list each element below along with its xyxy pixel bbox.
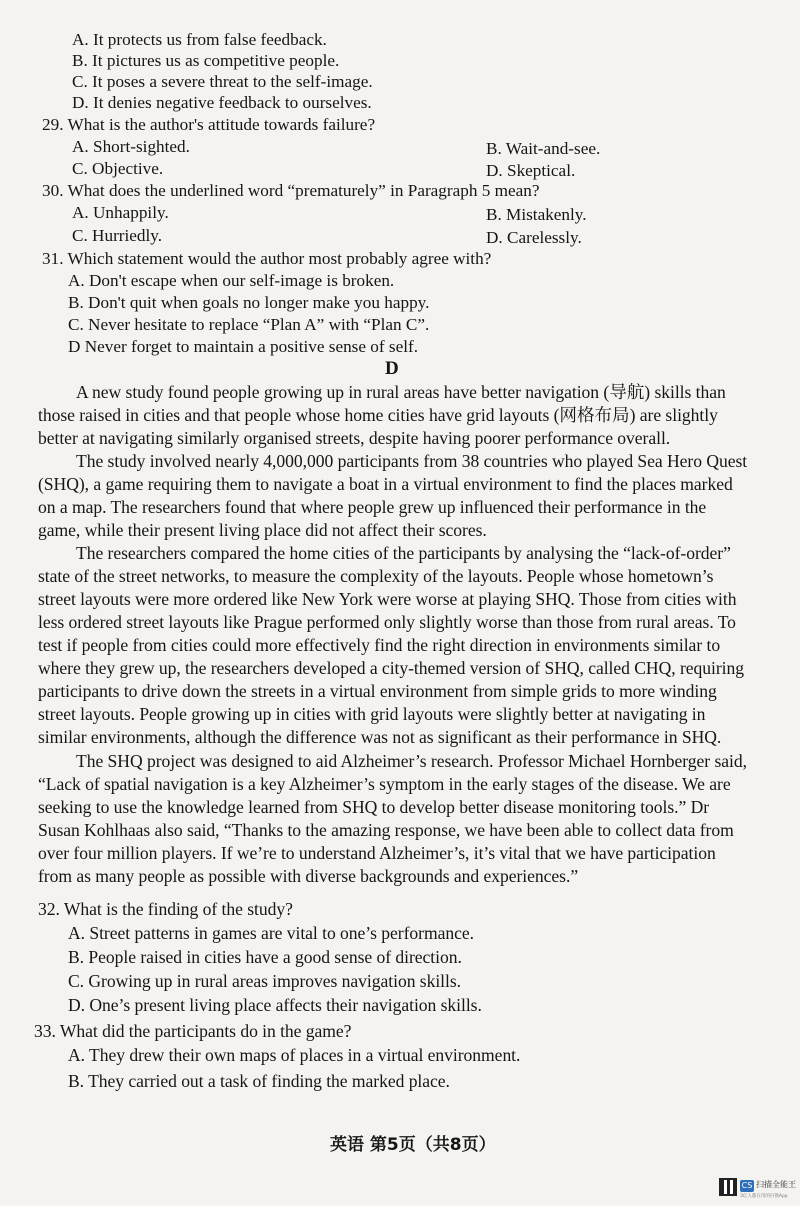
q29-stem: 29. What is the author's attitude towards failure? bbox=[42, 115, 376, 134]
q28-option-c: C. It poses a severe threat to the self-image. bbox=[72, 72, 373, 91]
q29-option-b: B. Wait-and-see. bbox=[486, 139, 601, 158]
scanner-app-name: 扫描全能王 bbox=[756, 1180, 796, 1189]
passage-p1-line: better at navigating similarly organised streets, despite having poorer performance overall. bbox=[38, 428, 671, 448]
q31-option-d: D Never forget to maintain a positive sense of self. bbox=[68, 337, 419, 356]
q31-option-a: A. Don't escape when our self-image is broken. bbox=[68, 271, 395, 290]
q31-option-b: B. Don't quit when goals no longer make you happy. bbox=[68, 293, 430, 312]
q31-stem: 31. Which statement would the author most probably agree with? bbox=[42, 249, 492, 268]
q28-option-d: D. It denies negative feedback to ourselves. bbox=[72, 93, 372, 112]
q32-stem: 32. What is the finding of the study? bbox=[38, 899, 293, 919]
passage-p1-line: A new study found people growing up in rural areas have better navigation (导航) skills than bbox=[76, 382, 726, 402]
passage-p2-line: (SHQ), a game requiring them to navigate a boat in a virtual environment to find the places marked bbox=[38, 474, 733, 494]
passage-p1-line: those raised in cities and that people whose home cities have grid layouts (网格布局) are slightly bbox=[38, 405, 718, 425]
q28-option-b: B. It pictures us as competitive people. bbox=[72, 51, 340, 70]
passage-p3-line: The researchers compared the home cities of the participants by analysing the “lack-of-order” bbox=[76, 543, 731, 563]
q33-option-b: B. They carried out a task of finding the marked place. bbox=[68, 1071, 450, 1091]
passage-p4-line: seeking to use the knowledge learned from SHQ to develop better disease monitoring tools.” Dr bbox=[38, 797, 710, 817]
passage-p2-line: game, while their present living place did not affect their scores. bbox=[38, 520, 487, 540]
q30-option-b: B. Mistakenly. bbox=[486, 205, 587, 224]
q31-option-c: C. Never hesitate to replace “Plan A” with “Plan C”. bbox=[68, 315, 430, 334]
passage-p4-line: The SHQ project was designed to aid Alzheimer’s research. Professor Michael Hornberger said, bbox=[76, 751, 747, 771]
q32-option-d: D. One’s present living place affects their navigation skills. bbox=[68, 995, 482, 1015]
cs-logo-icon: CS bbox=[741, 1181, 753, 1190]
scanner-tagline: 3亿人都在用的扫描App bbox=[740, 1194, 788, 1199]
passage-p3-line: participants to drive down the streets in a virtual environment from simple grids to more winding bbox=[38, 681, 717, 701]
passage-p4-line: over four million players. If we’re to understand Alzheimer’s, it’s vital that we have participation bbox=[38, 843, 716, 863]
q33-stem: 33. What did the participants do in the game? bbox=[34, 1021, 352, 1041]
q32-option-a: A. Street patterns in games are vital to one’s performance. bbox=[68, 923, 474, 943]
passage-p3-line: where they grew up, the researchers developed a city-themed version of SHQ, called CHQ, requiring bbox=[38, 658, 744, 678]
passage-p3-line: similar environments, although the difference was not as significant as their performance in SHQ. bbox=[38, 727, 722, 747]
section-heading-d: D bbox=[385, 358, 399, 379]
page-footer: 英语 第5页（共8页） bbox=[330, 1135, 496, 1155]
q30-stem: 30. What does the underlined word “prematurely” in Paragraph 5 mean? bbox=[42, 181, 540, 200]
passage-p3-line: state of the street networks, to measure the complexity of the layouts. People whose hometown’s bbox=[38, 566, 714, 586]
q30-option-c: C. Hurriedly. bbox=[72, 226, 163, 245]
q32-option-b: B. People raised in cities have a good sense of direction. bbox=[68, 947, 462, 967]
passage-p4-line: Susan Kohlhaas also said, “Thanks to the amazing response, we have been able to collect data from bbox=[38, 820, 734, 840]
qr-code-icon bbox=[719, 1178, 737, 1196]
passage-p2-line: The study involved nearly 4,000,000 participants from 38 countries who played Sea Hero Quest bbox=[76, 451, 748, 471]
q33-option-a: A. They drew their own maps of places in a virtual environment. bbox=[68, 1045, 521, 1065]
q28-option-a: A. It protects us from false feedback. bbox=[72, 30, 327, 49]
passage-p4-line: “Lack of spatial navigation is a key Alzheimer’s symptom in the early stages of the disease. We are bbox=[38, 774, 731, 794]
passage-p2-line: on a map. The researchers found that where people grew up influenced their performance in the bbox=[38, 497, 707, 517]
q29-option-a: A. Short-sighted. bbox=[72, 137, 190, 156]
q29-option-d: D. Skeptical. bbox=[486, 161, 576, 180]
q30-option-d: D. Carelessly. bbox=[486, 228, 582, 247]
q29-option-c: C. Objective. bbox=[72, 159, 164, 178]
q32-option-c: C. Growing up in rural areas improves navigation skills. bbox=[68, 971, 461, 991]
passage-p3-line: test if people from cities could more effectively find the right direction in environments similar to bbox=[38, 635, 721, 655]
passage-p4-line: from as many people as possible with diverse backgrounds and experiences.” bbox=[38, 866, 579, 886]
passage-p3-line: less ordered street layouts like Prague performed only slightly worse than those from rural areas. To bbox=[38, 612, 736, 632]
q30-option-a: A. Unhappily. bbox=[72, 203, 169, 222]
passage-p3-line: street layouts were more ordered like New York were worse at playing SHQ. Those from cities with bbox=[38, 589, 737, 609]
passage-p3-line: street layouts. People growing up in cities with grid layouts were slightly better at navigating in bbox=[38, 704, 706, 724]
